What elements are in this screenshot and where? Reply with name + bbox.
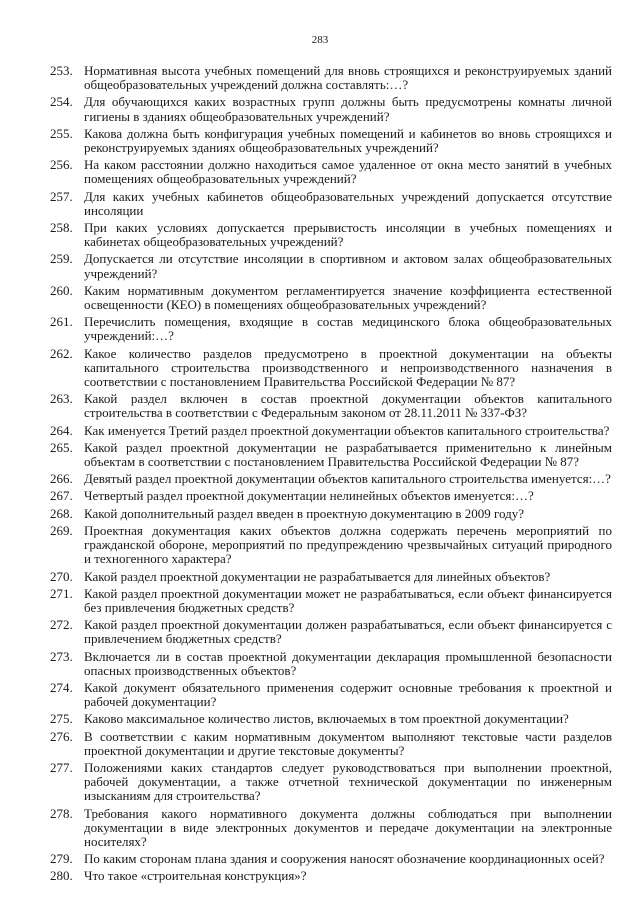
question-text: На каком расстоянии должно находиться самое удаленное от окна место занятий в учебных помещениях общеобразовательных учреждений?	[84, 157, 612, 187]
question-number: 279.	[50, 851, 73, 867]
question-item	[50, 472, 612, 486]
question-number: 261.	[50, 314, 73, 330]
question-item	[50, 127, 612, 155]
question-item	[50, 807, 612, 850]
question-number: 271.	[50, 585, 73, 601]
question-text: Какой документ обязательного применения содержит основные требования к проектной и рабочей документации?	[84, 679, 612, 710]
question-item	[50, 158, 612, 186]
question-item	[50, 95, 612, 123]
question-text: Какой раздел проектной документации должен разрабатываться, если объект финансируется с привлечением бюджетных средств?	[84, 617, 612, 647]
question-item	[50, 347, 612, 390]
question-item	[50, 618, 612, 646]
question-text: Включается ли в состав проектной документации декларация промышленной безопасности опасных производственных объектов?	[84, 648, 612, 678]
question-number: 262.	[50, 345, 73, 361]
question-item	[50, 712, 612, 726]
question-number: 268.	[50, 505, 73, 521]
question-text: Нормативная высота учебных помещений для вновь строящихся и реконструируемых зданий общеобразовательных учреждений должна составлять:…?	[84, 63, 612, 93]
question-item	[50, 650, 612, 678]
question-number: 257.	[50, 188, 73, 204]
question-item	[50, 869, 612, 883]
question-number: 278.	[50, 805, 73, 821]
question-text: Четвертый раздел проектной документации нелинейных объектов именуется:…?	[84, 488, 534, 504]
question-number: 277.	[50, 759, 73, 775]
question-text: Какова должна быть конфигурация учебных помещений и кабинетов во вновь строящихся и реконструируемых зданиях общеобразовательных учреждений?	[84, 125, 612, 156]
question-item	[50, 852, 612, 866]
question-number: 275.	[50, 711, 73, 727]
question-number: 272.	[50, 617, 73, 633]
question-text: Перечислить помещения, входящие в состав медицинского блока общеобразовательных учреждений:…?	[84, 314, 612, 344]
question-text: Какой раздел проектной документации не разрабатывается для линейных объектов?	[84, 568, 551, 584]
question-item	[50, 284, 612, 312]
question-number: 256.	[50, 157, 73, 173]
question-item	[50, 424, 612, 438]
question-number: 265.	[50, 439, 73, 455]
question-text: Какой раздел включен в состав проектной документации объектов капитального строительства в соответствии с Федеральным законом от 28.11.2011 № 337-ФЗ?	[84, 391, 612, 421]
question-number: 258.	[50, 220, 73, 236]
question-item	[50, 681, 612, 709]
question-text: Требования какого нормативного документа должны соблюдаться при выполнении документации в виде электронных документов и передаче документации на электронные носителях?	[84, 805, 612, 849]
question-text: Допускается ли отсутствие инсоляции в спортивном и актовом залах общеобразовательных учреждений?	[84, 251, 612, 281]
question-item	[50, 64, 612, 92]
question-item	[50, 489, 612, 503]
page-number: 283	[311, 34, 329, 46]
question-list	[50, 64, 612, 887]
question-text: Каким нормативным документом регламентируется значение коэффициента естественной освещенности (КЕО) в помещениях общеобразовательных учреждений?	[84, 282, 612, 313]
question-text: Для каких учебных кабинетов общеобразовательных учреждений допускается отсутствие инсоляции	[84, 188, 612, 218]
question-text: Какой дополнительный раздел введен в проектную документацию в 2009 году?	[84, 505, 525, 521]
question-text: В соответствии с каким нормативным документом выполняют текстовые части разделов проектной документации и другие текстовые документы?	[84, 728, 612, 758]
question-number: 267.	[50, 488, 73, 504]
question-item	[50, 441, 612, 469]
question-item	[50, 761, 612, 804]
question-text: Что такое «строительная конструкция»?	[84, 868, 307, 884]
question-number: 255.	[50, 125, 73, 141]
question-item	[50, 524, 612, 567]
question-number: 273.	[50, 648, 73, 664]
question-item	[50, 570, 612, 584]
question-number: 266.	[50, 471, 73, 487]
question-text: Какой раздел проектной документации может не разрабатываться, если объект финансируется без привлечения бюджетных средств?	[84, 585, 612, 615]
question-item	[50, 190, 612, 218]
question-number: 264.	[50, 422, 73, 438]
question-item	[50, 252, 612, 280]
question-item	[50, 507, 612, 521]
question-number: 263.	[50, 391, 73, 407]
question-text: Какое количество разделов предусмотрено в проектной документации на объекты капитального строительства производственного и непроизводственного назначения в соответствии с постановлением Правительства Российской Федерации № 87?	[84, 345, 612, 390]
question-text: Каково максимальное количество листов, включаемых в том проектной документации?	[84, 711, 569, 727]
question-number: 274.	[50, 679, 73, 695]
question-item	[50, 392, 612, 420]
question-text: Какой раздел проектной документации не разрабатывается применительно к линейным объектам в соответствии с постановлением Правительства Российской Федерации № 87?	[84, 439, 612, 470]
question-text: Девятый раздел проектной документации объектов капитального строительства именуется:…?	[84, 471, 611, 487]
question-number: 280.	[50, 868, 73, 884]
question-number: 276.	[50, 728, 73, 744]
question-text: Как именуется Третий раздел проектной документации объектов капитального строительства?	[84, 422, 610, 438]
question-number: 270.	[50, 568, 73, 584]
question-item	[50, 315, 612, 343]
question-text: По каким сторонам плана здания и сооружения наносят обозначение координационных осей?	[84, 851, 605, 867]
question-text: Положениями каких стандартов следует руководствоваться при выполнении проектной, рабочей документации, а также отчетной технической документации по инженерным изысканиям для строительства?	[84, 759, 612, 804]
question-text: Проектная документация каких объектов должна содержать перечень мероприятий по гражданской обороне, мероприятий по предупреждению чрезвычайных ситуаций природного и техногенного характера?	[84, 522, 612, 567]
question-text: При каких условиях допускается прерывистость инсоляции в учебных помещениях и кабинетах общеобразовательных учреждений?	[84, 220, 612, 250]
question-item	[50, 730, 612, 758]
question-number: 259.	[50, 251, 73, 267]
question-text: Для обучающихся каких возрастных групп должны быть предусмотрены комнаты личной гигиены в зданиях общеобразовательных учреждений?	[84, 94, 612, 124]
question-item	[50, 587, 612, 615]
question-number: 254.	[50, 94, 73, 110]
question-item	[50, 221, 612, 249]
question-number: 260.	[50, 282, 73, 298]
question-number: 253.	[50, 63, 73, 78]
question-number: 269.	[50, 522, 73, 538]
